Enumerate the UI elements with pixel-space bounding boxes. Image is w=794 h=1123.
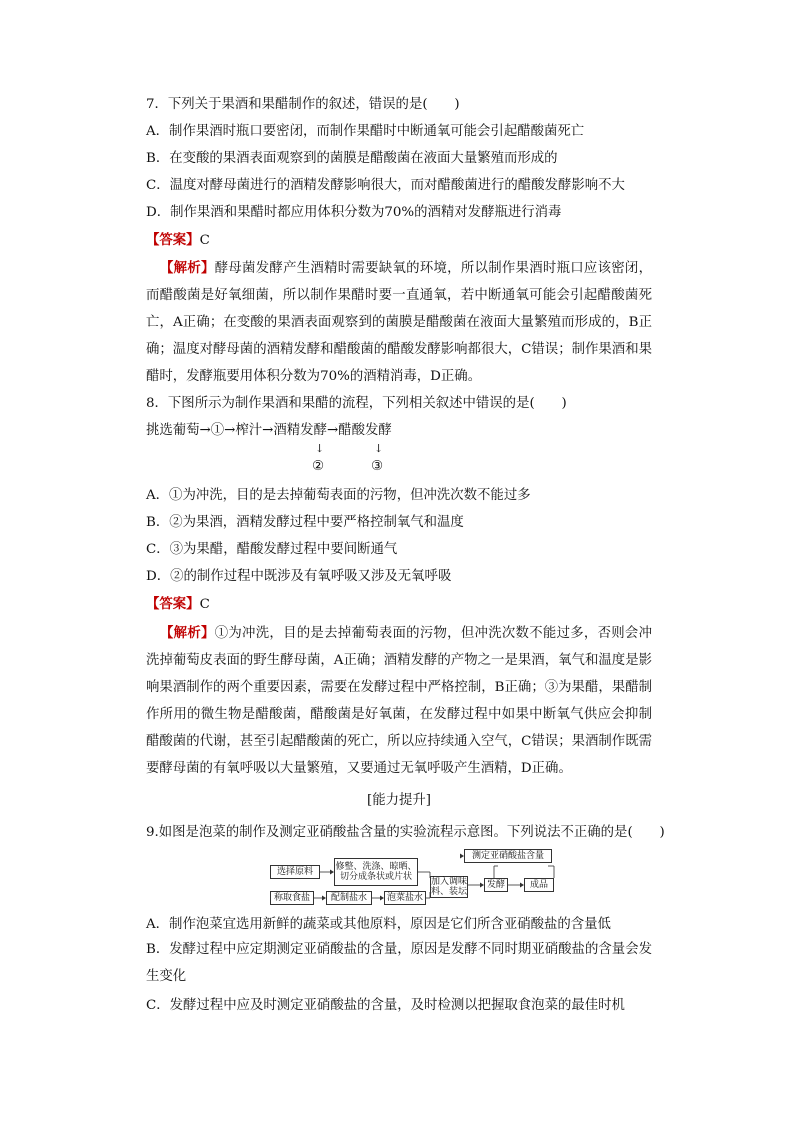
analysis-tag: 【解析】: [160, 260, 215, 276]
diagram-box-salt: 称取食盐: [270, 891, 314, 905]
answer-tag: 【答案】: [146, 596, 200, 612]
q9-stem: 9.如图是泡菜的制作及测定亚硝酸盐含量的实验流程示意图。下列说法不正确的是( ): [146, 825, 665, 840]
diagram-box-product: 成品: [524, 878, 554, 892]
analysis-tag: 【解析】: [160, 625, 215, 641]
q7-option-a: A．制作果酒时瓶口要密闭，而制作果醋时中断通氧可能会引起醋酸菌死亡: [146, 124, 585, 139]
q8-answer: [146, 595, 210, 614]
answer-value: C: [199, 233, 210, 248]
q9-option-b: B．发酵过程中应定期测定亚硝酸盐的含量，原因是发酵不同时期亚硝酸盐的含量会发生变化: [146, 942, 652, 984]
q7-option-b: B．在变酸的果酒表面观察到的菌膜是醋酸菌在液面大量繁殖而形成的: [146, 151, 558, 166]
answer-tag: 【答案】: [146, 232, 200, 248]
q8-analysis: [146, 620, 652, 782]
flow-label-3: ③: [371, 459, 384, 474]
q7-option-c: C．温度对酵母菌进行的酒精发酵影响很大，而对醋酸菌进行的醋酸发酵影响不大: [146, 178, 625, 193]
q8-flow-line: 挑选葡萄→①→榨汁→酒精发酵→醋酸发酵: [146, 423, 392, 438]
diagram-box-prep: 修整、洗涤、晾晒、切分成条状或片状: [334, 858, 418, 886]
down-arrow-icon: ↓: [315, 442, 325, 455]
section-title: [能力提升]: [366, 793, 431, 808]
q7-answer: [146, 231, 210, 250]
q9-diagram: [268, 848, 568, 910]
diagram-box-ferment: 发酵: [484, 878, 508, 892]
q9-option-a: A．制作泡菜宜选用新鲜的蔬菜或其他原料，原因是它们所含亚硝酸盐的含量低: [146, 917, 611, 932]
q8-stem: 8．下图所示为制作果酒和果醋的流程，下列相关叙述中错误的是( ): [146, 396, 567, 411]
diagram-box-brine: 配制盐水: [326, 891, 372, 905]
q7-stem: 7．下列关于果酒和果醋制作的叙述，错误的是( ): [146, 97, 460, 112]
q8-option-c: C．③为果醋，醋酸发酵过程中要间断通气: [146, 542, 398, 557]
q8-option-b: B．②为果酒，酒精发酵过程中要严格控制氧气和温度: [146, 515, 464, 530]
q7-analysis: [146, 255, 652, 390]
diagram-box-select: 选择原料: [270, 865, 320, 879]
diagram-box-boil: 泡菜盐水: [384, 891, 426, 905]
down-arrow-icon: ↓: [374, 442, 384, 455]
diagram-box-measure: 测定亚硝酸盐含量: [464, 849, 552, 863]
analysis-text: 酵母菌发酵产生酒精时需要缺氧的环境，所以制作果酒时瓶口应该密闭，而醋酸菌是好氧细菌，所以制作果醋时要一直通氧，若中断通氧可能会引起醋酸菌死亡，A正确；在变酸的果酒表面观察到的菌膜是醋酸菌在液面大量繁殖而形成的，B正确；温度对酵母菌的酒精发酵和醋酸菌的醋酸发酵影响都很大，C错误；制作果酒和果醋时，发酵瓶要用体积分数为70%的酒精消毒，D正确。: [146, 261, 653, 384]
flow-label-2: ②: [312, 459, 325, 474]
q8-option-d: D．②的制作过程中既涉及有氧呼吸又涉及无氧呼吸: [146, 569, 452, 584]
q8-option-a: A．①为冲洗，目的是去掉葡萄表面的污物，但冲洗次数不能过多: [146, 488, 531, 503]
q9-option-c: C．发酵过程中应及时测定亚硝酸盐的含量，及时检测以把握取食泡菜的最佳时机: [146, 998, 625, 1013]
answer-value: C: [199, 597, 210, 612]
q7-option-d: D．制作果酒和果醋时都应用体积分数为70%的酒精对发酵瓶进行消毒: [146, 205, 562, 220]
analysis-text: ①为冲洗，目的是去掉葡萄表面的污物，但冲洗次数不能过多，否则会冲洗掉葡萄皮表面的野生酵母菌，A正确；酒精发酵的产物之一是果酒，氧气和温度是影响果酒制作的两个重要因素，需要在发酵过程中严格控制，B正确；③为果醋，果醋制作所用的微生物是醋酸菌，醋酸菌是好氧菌，在发酵过程中如果中断氧气供应会抑制醋酸菌的代谢，甚至引起醋酸菌的死亡，所以应持续通入空气，C错误；果酒制作既需要酵母菌的有氧呼吸以大量繁殖，又要通过无氧呼吸产生酒精，D正确。: [146, 626, 653, 776]
diagram-box-season: 加入调味料、装坛: [431, 877, 468, 897]
